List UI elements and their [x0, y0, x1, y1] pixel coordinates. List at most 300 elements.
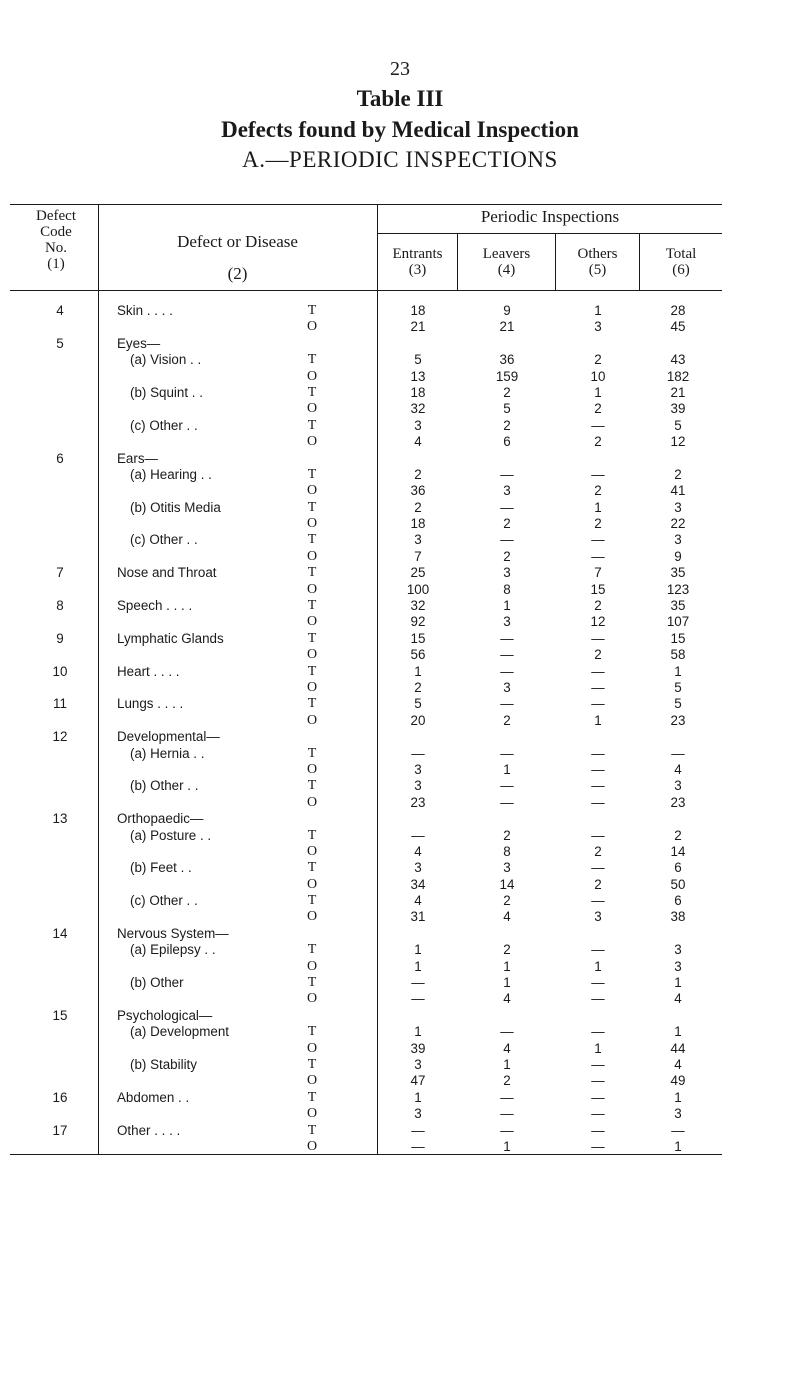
total-or-other-marker: O	[306, 434, 318, 450]
entrants-cell: 4	[414, 893, 422, 909]
leavers-cell: 159	[495, 368, 519, 384]
entrants-cell: 1	[414, 1024, 422, 1040]
defect-name-cell: Skin . . . .	[117, 303, 173, 318]
defect-name-cell: (a) Hearing . .	[130, 466, 212, 482]
leavers-cell: 1	[503, 761, 511, 777]
total-or-other-marker: O	[306, 794, 318, 810]
table-body	[0, 303, 800, 1155]
entrants-cell: 18	[410, 384, 426, 400]
total-cell: 43	[670, 352, 686, 368]
table-row	[0, 729, 800, 745]
leavers-cell: 21	[499, 319, 515, 335]
total-cell: 5	[674, 417, 682, 433]
leavers-cell: 3	[503, 614, 511, 630]
total-cell: 6	[674, 860, 682, 876]
entrants-cell: 18	[410, 516, 426, 532]
total-cell: 14	[670, 843, 686, 859]
defect-name-cell: (b) Otitis Media	[130, 499, 221, 515]
total-cell: 35	[670, 598, 686, 614]
total-cell: 5	[674, 679, 682, 695]
leavers-cell: 4	[503, 991, 511, 1007]
entrants-cell: 3	[414, 532, 422, 548]
leavers-cell: 2	[503, 942, 511, 958]
entrants-cell: 2	[414, 679, 422, 695]
header-code-num: (1)	[47, 256, 65, 272]
others-cell: 2	[594, 598, 602, 614]
table-row	[0, 877, 800, 893]
leavers-cell: 2	[503, 893, 511, 909]
header-entrants-label: Entrants	[392, 246, 443, 262]
header-periodic: Periodic Inspections	[480, 207, 620, 226]
defect-name-cell: Heart . . . .	[117, 663, 180, 679]
others-cell: —	[591, 1073, 605, 1089]
table-row	[0, 1024, 800, 1040]
table-title: Table III	[356, 86, 444, 111]
total-or-other-marker: T	[307, 663, 317, 679]
entrants-cell: 92	[410, 614, 426, 630]
defect-code-cell: 14	[52, 925, 68, 941]
total-cell: 6	[674, 893, 682, 909]
total-or-other-marker: O	[306, 647, 318, 663]
others-cell: 2	[594, 876, 602, 892]
total-or-other-marker: T	[307, 630, 317, 646]
total-or-other-marker: T	[307, 532, 317, 548]
total-or-other-marker: O	[306, 991, 318, 1007]
section-title: A.—PERIODIC INSPECTIONS	[242, 147, 558, 172]
defect-code-cell: 4	[56, 303, 64, 318]
defect-name-cell: (a) Development	[130, 1024, 229, 1040]
total-cell: 3	[674, 958, 682, 974]
leavers-cell: 14	[499, 876, 515, 892]
total-cell: 12	[670, 434, 686, 450]
leavers-cell: 6	[503, 434, 511, 450]
others-cell: 2	[594, 516, 602, 532]
total-or-other-marker: T	[307, 384, 317, 400]
total-or-other-marker: T	[307, 778, 317, 794]
others-cell: 15	[590, 581, 606, 597]
table-row	[0, 811, 800, 827]
total-cell: 3	[674, 942, 682, 958]
others-cell: —	[591, 1138, 605, 1154]
total-or-other-marker: T	[307, 466, 317, 482]
entrants-cell: 56	[410, 647, 426, 663]
total-cell: 49	[670, 1073, 686, 1089]
entrants-cell: 1	[414, 663, 422, 679]
others-cell: 1	[594, 1040, 602, 1056]
entrants-cell: —	[411, 827, 425, 843]
header-defect-label: Defect or Disease	[177, 232, 298, 251]
total-or-other-marker: O	[306, 368, 318, 384]
total-or-other-marker: O	[306, 1106, 318, 1122]
others-cell: 12	[590, 614, 606, 630]
header-entrants	[378, 246, 457, 278]
defect-name-cell: (b) Stability	[130, 1056, 197, 1072]
total-cell: 41	[670, 483, 686, 499]
table-row	[0, 500, 800, 516]
defect-name-cell: (c) Other . .	[130, 893, 198, 909]
defect-name-cell: Abdomen . .	[117, 1089, 190, 1105]
leavers-cell: 1	[503, 598, 511, 614]
leavers-cell: —	[500, 499, 514, 515]
total-or-other-marker: T	[307, 303, 317, 318]
defect-code-cell: 11	[53, 696, 67, 712]
entrants-cell: 4	[414, 434, 422, 450]
table-row	[0, 532, 800, 548]
others-cell: —	[591, 663, 605, 679]
total-or-other-marker: O	[306, 581, 318, 597]
leavers-cell: 36	[499, 352, 515, 368]
total-cell: 35	[670, 565, 686, 581]
defect-name-cell: Lungs . . . .	[117, 696, 184, 712]
entrants-cell: 1	[414, 1089, 422, 1105]
total-or-other-marker: T	[307, 860, 317, 876]
others-cell: —	[591, 975, 605, 991]
others-cell: 2	[594, 647, 602, 663]
total-cell: 1	[674, 663, 682, 679]
entrants-cell: 25	[410, 565, 426, 581]
leavers-cell: —	[500, 663, 514, 679]
defect-name-cell: (b) Other	[130, 975, 184, 991]
header-bottom-rule	[10, 290, 722, 291]
entrants-cell: 7	[414, 548, 422, 564]
entrants-cell: 18	[410, 303, 426, 318]
table-row	[0, 631, 800, 647]
table-row	[0, 1057, 800, 1073]
total-cell: 44	[670, 1040, 686, 1056]
table-row	[0, 483, 800, 499]
leavers-cell: 2	[503, 548, 511, 564]
total-or-other-marker: T	[307, 893, 317, 909]
defect-code-cell: 10	[52, 663, 68, 679]
others-cell: 1	[594, 958, 602, 974]
table-row	[0, 1123, 800, 1139]
total-or-other-marker: T	[307, 499, 317, 515]
leavers-cell: 2	[503, 384, 511, 400]
total-or-other-marker: T	[307, 598, 317, 614]
total-or-other-marker: O	[306, 843, 318, 859]
defect-name-cell: Eyes—	[117, 335, 161, 351]
others-cell: —	[591, 942, 605, 958]
leavers-cell: 1	[503, 1056, 511, 1072]
entrants-cell: 3	[414, 1056, 422, 1072]
total-or-other-marker: T	[307, 827, 317, 843]
defect-name-cell: (b) Feet . .	[130, 860, 192, 876]
table-row	[0, 713, 800, 729]
leavers-cell: 1	[503, 1138, 511, 1154]
header-total-label: Total	[665, 246, 697, 262]
others-cell: —	[591, 1056, 605, 1072]
others-cell: —	[591, 679, 605, 695]
entrants-cell: 3	[414, 1106, 422, 1122]
defect-name-cell: Nose and Throat	[117, 565, 217, 581]
table-row	[0, 1073, 800, 1089]
leavers-cell: 3	[503, 679, 511, 695]
entrants-cell: 36	[410, 483, 426, 499]
total-cell: 5	[674, 696, 682, 712]
total-cell: 50	[670, 876, 686, 892]
table-row	[0, 746, 800, 762]
total-cell: 4	[674, 761, 682, 777]
total-cell: 107	[666, 614, 690, 630]
total-or-other-marker: O	[306, 958, 318, 974]
total-or-other-marker: O	[306, 483, 318, 499]
leavers-cell: 2	[503, 827, 511, 843]
table-row	[0, 909, 800, 925]
defect-name-cell: Ears—	[117, 450, 158, 466]
others-cell: —	[591, 794, 605, 810]
defect-name-cell: (a) Vision . .	[130, 352, 202, 368]
table-row	[0, 664, 800, 680]
table-row	[0, 762, 800, 778]
others-cell: 7	[594, 565, 602, 581]
leavers-cell: 3	[503, 483, 511, 499]
leavers-cell: 8	[503, 843, 511, 859]
leavers-cell: —	[500, 696, 514, 712]
header-total	[640, 246, 722, 278]
others-cell: —	[591, 1122, 605, 1138]
total-cell: 1	[674, 1024, 682, 1040]
total-cell: 22	[670, 516, 686, 532]
leavers-cell: —	[500, 745, 514, 761]
table-row	[0, 467, 800, 483]
total-cell: 1	[674, 975, 682, 991]
total-or-other-marker: O	[306, 319, 318, 335]
leavers-cell: 5	[503, 401, 511, 417]
defect-name-cell: Speech . . . .	[117, 598, 193, 614]
defect-code-cell: 5	[56, 335, 64, 351]
defect-name-cell: Psychological—	[117, 1007, 213, 1023]
leavers-cell: —	[500, 532, 514, 548]
header-defect	[98, 233, 377, 283]
others-cell: —	[591, 630, 605, 646]
entrants-cell: 31	[410, 909, 426, 925]
defect-name-cell: (c) Other . .	[130, 417, 198, 433]
total-cell: 38	[670, 909, 686, 925]
table-row	[0, 926, 800, 942]
total-or-other-marker: O	[306, 1138, 318, 1154]
others-cell: 1	[594, 303, 602, 318]
table-row	[0, 778, 800, 794]
total-or-other-marker: T	[307, 942, 317, 958]
table-row	[0, 303, 800, 319]
total-cell: 123	[666, 581, 690, 597]
table-row	[0, 549, 800, 565]
total-cell: 15	[670, 630, 686, 646]
defect-code-cell: 9	[56, 630, 64, 646]
leavers-cell: 4	[503, 1040, 511, 1056]
entrants-cell: 20	[410, 712, 426, 728]
total-or-other-marker: O	[306, 614, 318, 630]
table-row	[0, 1008, 800, 1024]
header-others-label: Others	[577, 246, 618, 262]
entrants-cell: —	[411, 1122, 425, 1138]
total-cell: 3	[674, 778, 682, 794]
total-or-other-marker: T	[307, 1089, 317, 1105]
header-others	[556, 246, 639, 278]
entrants-cell: —	[411, 745, 425, 761]
others-cell: —	[591, 1106, 605, 1122]
leavers-cell: —	[500, 1106, 514, 1122]
table-row	[0, 959, 800, 975]
total-or-other-marker: O	[306, 876, 318, 892]
table-row	[0, 434, 800, 450]
defect-name-cell: (a) Hernia . .	[130, 745, 205, 761]
leavers-cell: —	[500, 630, 514, 646]
total-cell: 9	[674, 548, 682, 564]
leavers-cell: —	[500, 466, 514, 482]
table-row	[0, 1090, 800, 1106]
entrants-cell: 47	[410, 1073, 426, 1089]
others-cell: —	[591, 860, 605, 876]
leavers-cell: 2	[503, 516, 511, 532]
others-cell: 2	[594, 434, 602, 450]
total-or-other-marker: O	[306, 401, 318, 417]
others-cell: —	[591, 778, 605, 794]
entrants-cell: 4	[414, 843, 422, 859]
header-defect-num: (2)	[227, 264, 248, 283]
total-or-other-marker: T	[307, 565, 317, 581]
table-row	[0, 942, 800, 958]
table-row	[0, 614, 800, 630]
others-cell: —	[591, 532, 605, 548]
leavers-cell: —	[500, 1089, 514, 1105]
leavers-cell: 2	[503, 1073, 511, 1089]
leavers-cell: 3	[503, 860, 511, 876]
entrants-cell: 2	[414, 499, 422, 515]
total-cell: 45	[670, 319, 686, 335]
table-row	[0, 451, 800, 467]
table-row	[0, 795, 800, 811]
others-cell: —	[591, 548, 605, 564]
entrants-cell: 1	[414, 942, 422, 958]
table-row	[0, 844, 800, 860]
defect-name-cell: Nervous System—	[117, 925, 229, 941]
others-cell: —	[591, 893, 605, 909]
total-cell: 23	[670, 794, 686, 810]
total-cell: 39	[670, 401, 686, 417]
table-row	[0, 828, 800, 844]
total-cell: —	[671, 745, 685, 761]
total-cell: 3	[674, 499, 682, 515]
total-or-other-marker: O	[306, 909, 318, 925]
total-or-other-marker: O	[306, 548, 318, 564]
others-cell: —	[591, 466, 605, 482]
header-leavers-label: Leavers	[482, 246, 531, 262]
table-row	[0, 1139, 800, 1155]
leavers-cell: 1	[503, 958, 511, 974]
table-row	[0, 352, 800, 368]
table-row	[0, 336, 800, 352]
table-row	[0, 975, 800, 991]
defect-code-cell: 17	[52, 1122, 68, 1138]
others-cell: 1	[594, 384, 602, 400]
leavers-cell: 2	[503, 417, 511, 433]
table-row	[0, 1041, 800, 1057]
others-cell: —	[591, 696, 605, 712]
entrants-cell: —	[411, 1138, 425, 1154]
total-or-other-marker: O	[306, 1040, 318, 1056]
entrants-cell: —	[411, 991, 425, 1007]
entrants-cell: 21	[410, 319, 426, 335]
others-cell: 3	[594, 319, 602, 335]
table-row	[0, 991, 800, 1007]
total-or-other-marker: O	[306, 1073, 318, 1089]
table-subtitle: Defects found by Medical Inspection	[221, 117, 579, 142]
leavers-cell: 8	[503, 581, 511, 597]
entrants-cell: 2	[414, 466, 422, 482]
total-cell: 23	[670, 712, 686, 728]
defect-code-cell: 7	[56, 565, 64, 581]
total-cell: 182	[666, 368, 690, 384]
leavers-cell: —	[500, 794, 514, 810]
total-cell: 4	[674, 1056, 682, 1072]
leavers-cell: 1	[503, 975, 511, 991]
header-leavers	[458, 246, 555, 278]
total-or-other-marker: T	[307, 417, 317, 433]
header-others-num: (5)	[588, 262, 607, 278]
header-code-label: Defect Code No.	[36, 208, 76, 256]
others-cell: 2	[594, 843, 602, 859]
others-cell: 10	[590, 368, 606, 384]
table-row	[0, 319, 800, 335]
entrants-cell: 23	[410, 794, 426, 810]
entrants-cell: 32	[410, 598, 426, 614]
others-cell: —	[591, 1089, 605, 1105]
total-or-other-marker: T	[307, 745, 317, 761]
table-top-rule	[10, 204, 722, 205]
entrants-cell: 34	[410, 876, 426, 892]
others-cell: 1	[594, 712, 602, 728]
defect-name-cell: Other . . . .	[117, 1122, 181, 1138]
leavers-cell: 4	[503, 909, 511, 925]
others-cell: 2	[594, 483, 602, 499]
others-cell: —	[591, 991, 605, 1007]
table-row	[0, 418, 800, 434]
total-or-other-marker: O	[306, 516, 318, 532]
defect-code-cell: 15	[52, 1007, 68, 1023]
defect-name-cell: Orthopaedic—	[117, 811, 204, 827]
header-leavers-num: (4)	[497, 262, 516, 278]
leavers-cell: 3	[503, 565, 511, 581]
table-row	[0, 582, 800, 598]
entrants-cell: 13	[410, 368, 426, 384]
entrants-cell: 32	[410, 401, 426, 417]
leavers-cell: 9	[503, 303, 511, 318]
entrants-cell: 100	[406, 581, 430, 597]
header-entrants-num: (3)	[408, 262, 427, 278]
total-or-other-marker: T	[307, 975, 317, 991]
defect-code-cell: 13	[52, 811, 68, 827]
total-or-other-marker: T	[307, 1056, 317, 1072]
total-cell: 58	[670, 647, 686, 663]
entrants-cell: 39	[410, 1040, 426, 1056]
leavers-cell: —	[500, 647, 514, 663]
entrants-cell: 5	[414, 352, 422, 368]
defect-name-cell: (b) Other . .	[130, 778, 199, 794]
total-cell: 21	[670, 384, 686, 400]
others-cell: —	[591, 745, 605, 761]
total-or-other-marker: O	[306, 679, 318, 695]
page-number: 23	[390, 58, 410, 80]
defect-code-cell: 16	[52, 1089, 68, 1105]
total-or-other-marker: T	[307, 352, 317, 368]
table-row	[0, 369, 800, 385]
total-cell: 28	[670, 303, 686, 318]
table-row	[0, 893, 800, 909]
entrants-cell: 15	[410, 630, 426, 646]
total-cell: 2	[674, 466, 682, 482]
periodic-header-rule	[378, 233, 722, 234]
